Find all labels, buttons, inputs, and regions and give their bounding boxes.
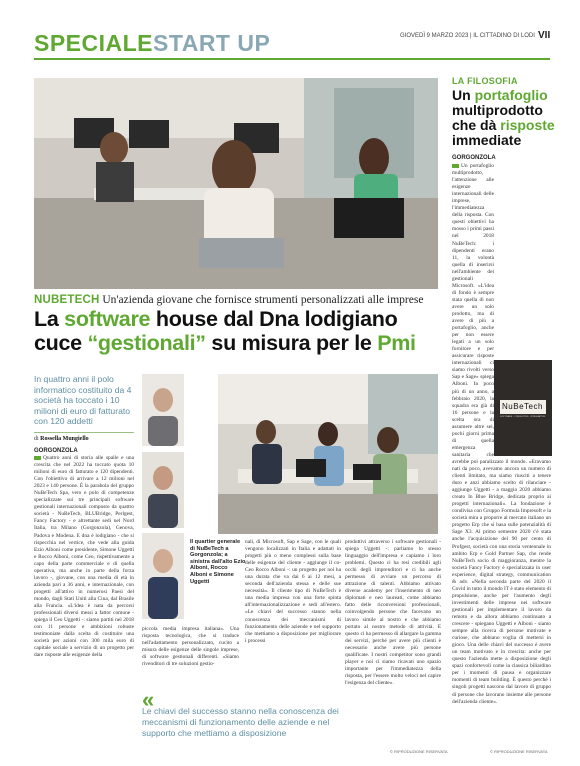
article-column-2: piccola media impresa italiana». Una risposta tecnologica, che si traduce nell'adattamento personalizzato, cucito a misura delle esigenze delle singole imprese, di software gestionali differenti. «Siamo rivenditori di tre soluzioni gestio- — [142, 626, 239, 668]
quote-mark-icon: « — [142, 687, 155, 712]
page-number: VII — [538, 30, 551, 41]
portrait-ezio-alboni — [142, 374, 184, 446]
sidebar-dateline: GORGONZOLA — [452, 155, 496, 161]
logo-subline: SOFTWARE · CONSULTING · INTEGRATION — [500, 416, 546, 418]
article-column-3: nali, di Microsoft, Sap e Sage, con le quali vengono localizzati in Italia e adattati in progetti più o meno complessi sulla base delle esigenze del cliente - aggiunge il co-Ceo Rocco Alboni -: un progetto per noi ha una durata che va dai 6 ai 12 mesi, a seconda dell'azienda stessa e delle sue necessità». Il cliente tipo di NuBeTech è una media impresa con una forte spinta all'internazionalizzazione e sedi all'estero. «Le chiavi del successo stanno nella conoscenza dei meccanismi di funzionamento delle aziende e nel supporto che mettiamo a disposizione per migliorare i processi — [245, 539, 341, 644]
byline: di Rossella Mungiello — [34, 436, 89, 442]
portrait-rocco-alboni — [142, 452, 184, 528]
sidebar-signature: © RIPRODUZIONE RISERVATA — [490, 749, 548, 754]
byline-rule — [34, 432, 134, 433]
nubetech-logo — [494, 360, 552, 456]
issue-date: GIOVEDÌ 9 MARZO 2023 | IL CITTADINO DI LODI — [400, 33, 535, 39]
sidebar-kicker: LA FILOSOFIA — [452, 76, 518, 86]
sidebar-body: Un portafoglio multiprodotto, l'attenzione alle esigenze internazionali delle imprese, l'immediatezza della risposta. Con questi obiettivi ha mosso i primi passi nel 2018 NuBeTech: i dipendenti erano 11, la volontà quella di inserirsi nell'ambiente dei gestionali Microsoft. «L'idea di fondo è sempre stata quella di non avere un solo prodotto, ma di avere di più a portafoglio, anche per non essere legati a un solo fornitore e per assicurare risposte internazionali ci siamo rivolti verso Sap e Sage» spiega Alboni. In poco più di un anno, a febbraio 2020, la squadra era già di 16 persone e la scelta ora di assumere altre sei, pochi giorni prima di quella emergenza sanitaria che avrebbe poi paralizzato il mondo. «Eravamo nati da poco, avevamo ancora un numero di clienti limitato, ma siamo riusciti a tenere duro e anzi abbiamo scelto di rilanciare - aggiunge Uggetti - a maggio 2020 abbiamo creato In Blue Bridge, dedicata proprio ai progetti internazionali». La fondazione è condivisa con Gruppo Formula Impresoft e la società mira a proporre al mercato italiano un progetto Erp che si basa sulle potenzialità di Sage X3. Al primo semestre 2020 c'è stata anche l'acquisizione del 90 per cento di Profgest, società con una storia ventennale in ambito Erp e Gold Partner Sap, che rende NuBeTech socio di maggioranza, mentre la società Fancy Factory è specializzata in user experience, digital strategy, communication & adv. «Nella seconda parte del 2020 il Covid in tutto il mondo IT è stato elemento di propulsione, anche per l'aumento degli investimenti delle imprese nei software gestionali per implementare il lavoro da remoto e da allora abbiamo continuato a crescere - spiegano Uggetti e Alboni - siamo sempre alla ricerca di persone motivate e curiose, che abbiano voglia di mettersi in gioco. Una delle chiavi del successo è avere un team motivato e in crescita: anche per questo l'azienda mette a disposizione degli spazi confortevoli come la classica biliardino per i momenti di pausa e organizzare momenti di team building. È questo perché i singoli progetti nascono dal lavoro di gruppo di persone che lavorano insieme alle persone dell'azienda cliente». — [452, 163, 551, 705]
office-photo — [34, 78, 438, 289]
sidebar-title: Un portafoglio multiprodotto che dà risposte immediate — [452, 87, 555, 148]
article-column-4: produttivi attraverso i software gestionali - spiega Uggetti -: parliamo lo stesso linguaggio dell'impresa e capiamo i loro problemi. Questo ci ha resi credibili agli occhi degli imprenditori e ci ha anche permesso di avviare un percorso di attrazione di talenti. Abbiamo attivato diverse academy per l'inserimento di neo diplomati e neo laureati, come abbiamo fatto delle riconversioni professionali, coinvolgendo persone che facevano un lavoro simile al nostro e che abbiamo portato al nostro metodo di attività. E questo ci ha permesso di allargare la gamma dei servizi, perché per avere più clienti è necessario anche avere più persone qualificate. I nostri competitor sono grandi player e noi ci siamo ricavati uno spazio importante per l'immediatezza della risposta, per l'essere molto veloci nel capire l'esigenza del cliente». — [345, 539, 441, 686]
article-signature: © RIPRODUZIONE RISERVATA — [390, 749, 448, 754]
pull-quote: Le chiavi del successo stanno nella conoscenza dei meccanismi di funzionamento delle aziende e nel supporto che mettiamo a disposizione — [142, 706, 339, 738]
office-photo-illustration — [34, 78, 438, 289]
article-summary: In quattro anni il polo informatico costituito da 4 società ha toccato i 10 milioni di euro di fatturato con 120 addetti — [34, 374, 132, 426]
team-photo-illustration — [218, 374, 438, 534]
header-rule — [34, 58, 550, 60]
section-title: SPECIALESTART UP — [34, 30, 271, 56]
portrait-simone-uggetti — [142, 533, 184, 619]
article-headline: La software house dal Dna lodigiano cuce “gestionali” su misura per le Pmi — [34, 307, 416, 355]
article-kicker: NUBETECH Un'azienda giovane che fornisce strumenti personalizzati alle imprese — [34, 294, 424, 306]
article-column-1: Quattro anni di storia alle spalle e una crescita che nel 2022 ha toccato quota 10 milioni di euro di fatturato e 120 dipendenti. Con l'obiettivo di arrivare a 12 milioni nel 2023 e 140 persone. È la parabola del gruppo NuBeTech Spa, vero e polo di competenze specializzate sui tre principali software gestionali internazionali composto da quattro società - NuBeTech, BLUBridge, Perlgest, Fancy Factory - e altrettante sedi nel Nord Italia, tra Milano (Gorgonzola), Genova, Padova e Modena. E dna è lodigiano - che si rispecchia nel vertice, che vede alla guida Ezio Alboni come presidente, Simone Uggetti e Rocco Alboni, come Ceo, rispettivamente a capo della parte commerciale e di quella operativa, ma anche in parte della forza lavoro -, giovane, con una media di età in azienda pari a 36 anni, e internazionale, con progetti all'attivo in numerosi Paesi del mondo, dagli Stati Uniti alla Cina, dal Brasile alla Francia. «L'idea è nata da percorsi professionali diversi messi a fattor comune - spiega il Ceo Uggetti -: siamo partiti nel 2018 con 11 persone e ambizioni robuste testimoniate dalla scelta di costituire una società per azioni con 300 mila euro di capitale sociale a servizio di un progetto per dare risposte alle esigenze della — [34, 455, 134, 659]
photo-caption: Il quartier generale di NuBeTech a Gorgonzola; a sinistra dall'alto Ezio Alboni, Rocco Alboni e Simone Uggetti — [190, 539, 246, 585]
logo-wordmark: NuBeTech — [502, 402, 543, 411]
team-photo — [218, 374, 438, 534]
article-dateline: GORGONZOLA — [34, 448, 78, 454]
